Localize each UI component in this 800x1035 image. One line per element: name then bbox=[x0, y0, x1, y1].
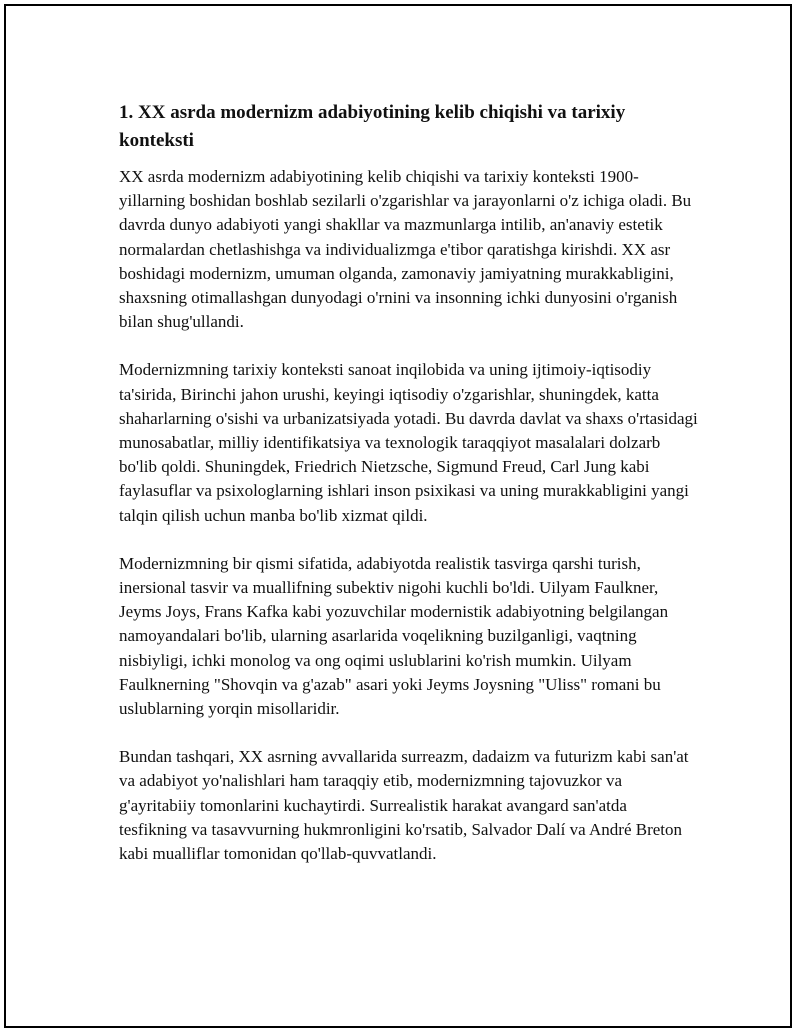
paragraph-2: Modernizmning tarixiy konteksti sanoat inqilobida va uning ijtimoiy-iqtisodiy ta'sirida, Birinchi jahon urushi, keyingi iqtisodiy o'zgarishlar, shuningdek, katta shaharlarning o'sishi va urbanizatsiyada yotadi. Bu davrda davlat va shaxs o'rtasidagi munosabatlar, milliy identifikatsiya va texnologik taraqqiyot masalalari dolzarb bo'lib qoldi. Shuningdek, Friedrich Nietzsche, Sigmund Freud, Carl Jung kabi faylasuflar va psixologlarning ishlari inson psixikasi va uning murakkabligini yangi talqin qilish uchun manba bo'lib xizmat qildi. bbox=[119, 360, 698, 525]
paragraph-1: XX asrda modernizm adabiyotining kelib chiqishi va tarixiy konteksti 1900-yillarning boshidan boshlab sezilarli o'zgarishlar va jarayonlarni o'z ichiga oladi. Bu davrda dunyo adabiyoti yangi shakllar va mazmunlarga intilib, an'anaviy estetik normalardan chetlashishga va individualizmga e'tibor qaratishga kirishdi. XX asr boshidagi modernizm, umuman olganda, zamonaviy jamiyatning murakkabligini, shaxsning otimallashgan dunyodagi o'rnini va insonning ichki dunyosini o'rganish bilan shug'ullandi. bbox=[119, 167, 692, 332]
paragraph-3: Modernizmning bir qismi sifatida, adabiyotda realistik tasvirga qarshi turish, inersional tasvir va muallifning subektiv nigohi kuchli bo'ldi. Uilyam Faulkner, Jeyms Joys, Frans Kafka kabi yozuvchilar modernistik adabiyotning belgilangan namoyandalari bo'lib, ularning asarlarida voqelikning buzilganligi, vaqtning nisbiyligi, ichki monolog va ong oqimi uslublarini ko'rish mumkin. Uilyam Faulknerning "Shovqin va g'azab" asari yoki Jeyms Joysning "Uliss" romani bu uslublarning yorqin misollaridir. bbox=[119, 553, 669, 719]
page-frame bbox=[4, 4, 792, 1028]
paragraph-4: Bundan tashqari, XX asrning avvallarida surreazm, dadaizm va futurizm kabi san'at va adabiyot yo'nalishlari ham taraqqiy etib, modernizmning tajovuzkor va g'ayritabiiy tomonlarini kuchaytirdi. Surrealistik harakat avangard san'atda tesfikning va tasavvurning hukmronligini ko'rsatib, Salvador Dalí va André Breton kabi mualliflar tomonidan qo'llab-quvvatlandi. bbox=[119, 747, 689, 864]
document-body bbox=[119, 99, 699, 890]
section-heading: 1. XX asrda modernizm adabiyotining kelib chiqishi va tarixiy konteksti bbox=[119, 102, 626, 151]
